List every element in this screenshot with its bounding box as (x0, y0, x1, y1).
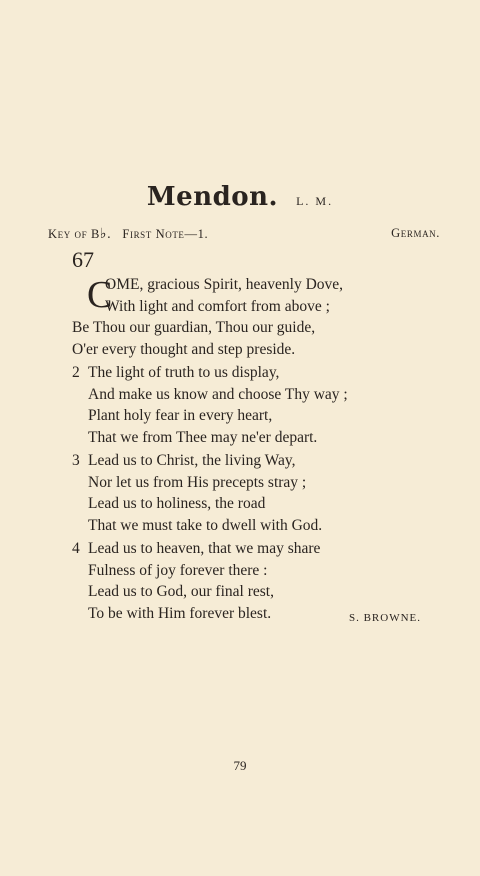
stanza-line: The light of truth to us display, (88, 364, 280, 381)
hymn-header (0, 182, 480, 212)
stanza-line: O'er every thought and step preside. (72, 340, 296, 358)
stanza-number: 2 (72, 364, 80, 381)
stanza-line: Lead us to God, our final rest, (88, 583, 274, 600)
stanza-line: Lead us to heaven, that we may share (88, 540, 321, 557)
stanza-1 (72, 274, 432, 360)
page-number: 79 (233, 758, 247, 773)
stanza-line: OME, gracious Spirit, heavenly Dove, (105, 276, 344, 293)
first-note-label: First Note—1. (122, 227, 209, 241)
stanza-line: With light and comfort from above ; (105, 297, 330, 315)
key-label: Key of B (48, 227, 100, 241)
author-credit: S. BROWNE. (348, 612, 421, 624)
meter-label: L. M. (296, 193, 334, 208)
drop-cap: C (87, 274, 113, 316)
key-info-row (48, 226, 440, 243)
stanza-line: Fulness of joy forever there : (88, 561, 268, 579)
hymn-number: 67 (72, 247, 94, 272)
flat-symbol: ♭. (99, 227, 112, 242)
stanza-number: 4 (72, 540, 80, 557)
stanza-line: That we from Thee may ne'er depart. (88, 428, 318, 446)
tune-origin: German. (391, 226, 440, 240)
stanza-line: Be Thou our guardian, Thou our guide, (72, 319, 316, 336)
stanza-line: Nor let us from His precepts stray ; (88, 473, 307, 491)
stanza-number: 3 (72, 452, 80, 469)
stanza-line: Lead us to holiness, the road (88, 495, 266, 512)
stanza-line: Lead us to Christ, the living Way, (88, 452, 296, 469)
hymn-tune-title: Mendon. (146, 182, 279, 212)
stanza-3 (72, 450, 432, 536)
stanza-line: That we must take to dwell with God. (88, 516, 323, 534)
stanza-line: To be with Him forever blest. (88, 604, 272, 622)
stanza-2 (72, 362, 432, 448)
stanza-line: Plant holy fear in every heart, (88, 407, 273, 424)
stanza-line: And make us know and choose Thy way ; (88, 385, 348, 403)
